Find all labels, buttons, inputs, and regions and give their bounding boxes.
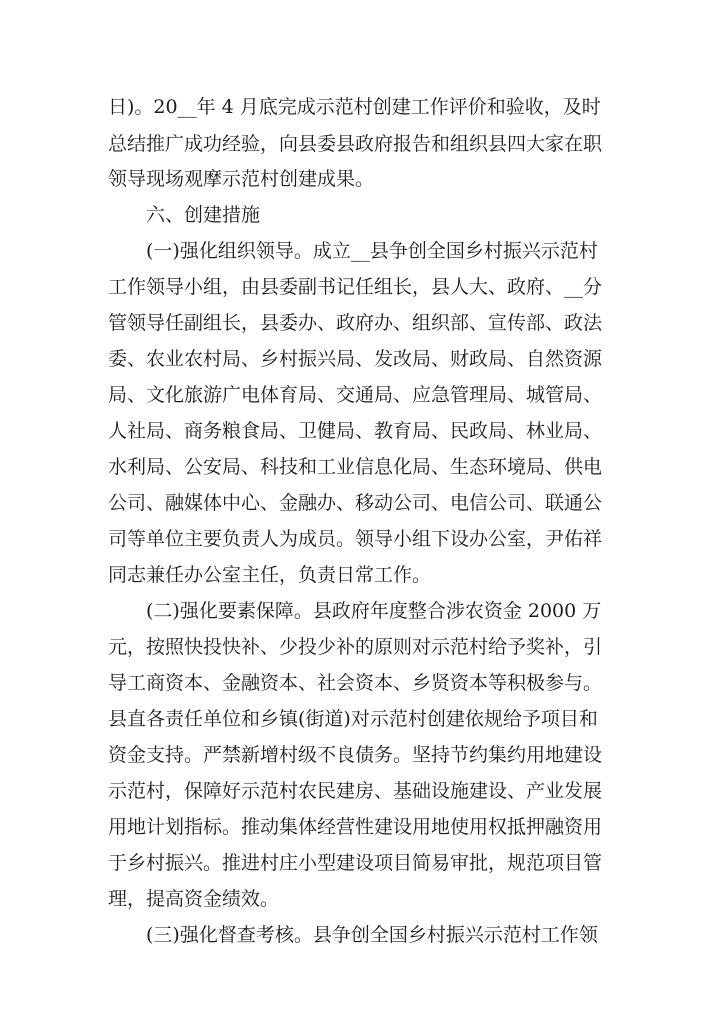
section-heading: 六、创建措施 (146, 204, 261, 226)
text-line: 资金支持。严禁新增村级不良债务。坚持节约集约用地建设 (108, 744, 603, 766)
text-line: 同志兼任办公室主任，负责日常工作。 (108, 564, 432, 586)
text-line: 管领导任副组长，县委办、政府办、组织部、宣传部、政法 (108, 312, 603, 334)
text-line: 局、文化旅游广电体育局、交通局、应急管理局、城管局、 (108, 384, 603, 406)
text-line: (三)强化督查考核。县争创全国乡村振兴示范村工作领 (146, 924, 598, 946)
text-line: 日)。20__年 4 月底完成示范村创建工作评价和验收，及时 (108, 96, 601, 118)
text-line: 水利局、公安局、科技和工业信息化局、生态环境局、供电 (108, 456, 603, 478)
text-line: 司等单位主要负责人为成员。领导小组下设办公室，尹佑祥 (108, 528, 603, 550)
text-line: 元，按照快投快补、少投少补的原则对示范村给予奖补，引 (108, 636, 603, 658)
text-line: 人社局、商务粮食局、卫健局、教育局、民政局、林业局、 (108, 420, 603, 442)
text-line: 示范村，保障好示范村农民建房、基础设施建设、产业发展 (108, 780, 603, 802)
text-line: (一)强化组织领导。成立__县争创全国乡村振兴示范村 (146, 240, 598, 262)
text-line: 县直各责任单位和乡镇(街道)对示范村创建依规给予项目和 (108, 708, 598, 730)
text-line: 总结推广成功经验，向县委县政府报告和组织县四大家在职 (108, 133, 603, 155)
text-line: 领导现场观摩示范村创建成果。 (108, 168, 375, 190)
text-line: 于乡村振兴。推进村庄小型建设项目简易审批，规范项目管 (108, 852, 603, 874)
text-line: 委、农业农村局、乡村振兴局、发改局、财政局、自然资源 (108, 348, 603, 370)
text-line: 工作领导小组，由县委副书记任组长，县人大、政府、__分 (108, 276, 603, 298)
text-line: 导工商资本、金融资本、社会资本、乡贤资本等积极参与。 (108, 672, 603, 694)
text-line: (二)强化要素保障。县政府年度整合涉农资金 2000 万 (146, 600, 602, 622)
text-line: 公司、融媒体中心、金融办、移动公司、电信公司、联通公 (108, 492, 603, 514)
text-line: 用地计划指标。推动集体经营性建设用地使用权抵押融资用 (108, 816, 603, 838)
text-line: 理，提高资金绩效。 (108, 888, 280, 910)
